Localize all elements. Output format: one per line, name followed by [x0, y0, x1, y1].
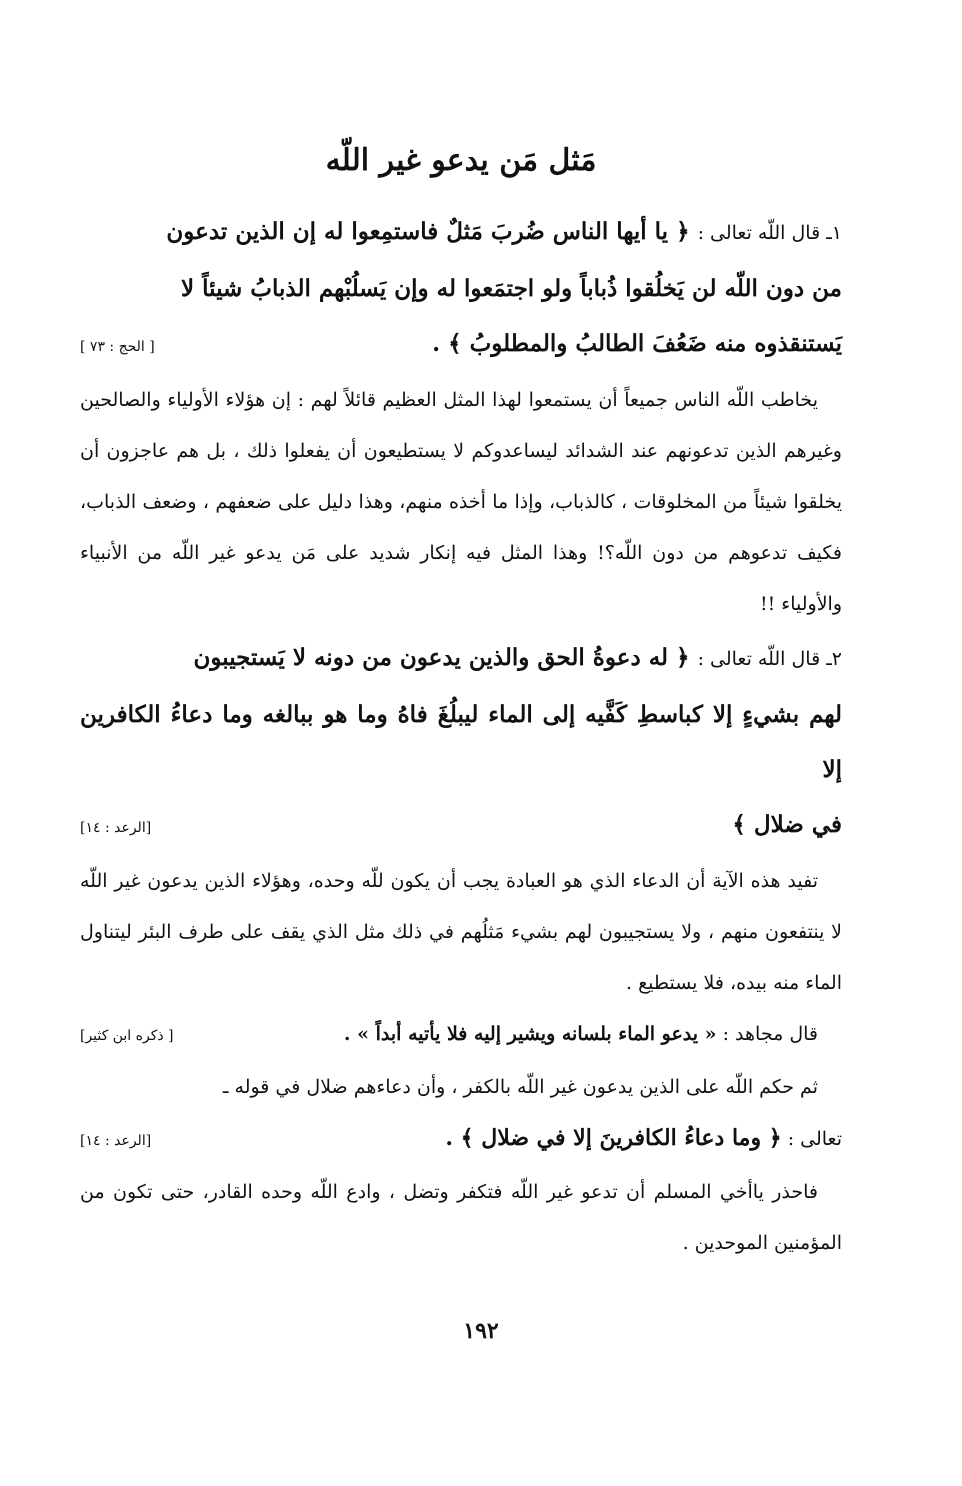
mujahid-intro: قال مجاهد :: [722, 1023, 818, 1045]
ruling-intro: تعالى :: [787, 1128, 842, 1150]
verse-text: ﴿ يا أيها الناس ضُربَ مَثلٌ فاستمِعوا له إن الذين تدعون: [166, 218, 690, 245]
section-1-intro: ١ـ قال اللّه تعالى :: [697, 222, 842, 244]
mujahid-quote: « يدعو الماء بلسانه ويشير إليه فلا يأتيه أبداً » .: [343, 1023, 717, 1045]
verse-text: ﴿ له دعوةُ الحق والذين يدعون من دونه لا يَستجيبون: [193, 644, 690, 671]
verse-line: [80, 204, 842, 261]
page-number: ١٩٢: [463, 1318, 499, 1344]
verse-text: يَستنقذوه منه ضَعُفَ الطالبُ والمطلوبُ ﴾ .: [432, 330, 842, 357]
ruling-statement: [445, 1113, 842, 1165]
section-1-commentary: يخاطب اللّه الناس جميعاً أن يستمعوا لهذا المثل العظيم قائلاً لهم : إن هؤلاء الأولياء والصالحين وغيرهم الذين تدعونهم عند الشدائد ليساعدوكم لا يستطيعون أن يفعلوا ذلك ، بل هم عاجزون أن يخلقوا شيئاً من المخلوقات ، كالذباب، وإذا ما أخذه منهم، وهذا دليل على ضعفهم ، وضعف الذباب، فكيف تدعوهم من دون اللّه؟! وهذا المثل فيه إنكار شديد على مَن يدعو غير اللّه من الأنبياء والأولياء !!: [80, 389, 842, 615]
page-content: [80, 140, 842, 1269]
verse-line: من دون اللّه لن يَخلُقوا ذُباباً ولو اجتمَعوا له وإن يَسلُبْهم الذبابُ شيئاً لا: [181, 275, 842, 302]
section-2-intro: ٢ـ قال اللّه تعالى :: [697, 648, 842, 670]
verse-line: لهم بشيءٍ إلا كباسطِ كَفَّيه إلى الماء ليبلُغَ فاهُ وما هو ببالغه وما دعاءُ الكافرين إلا: [80, 701, 842, 783]
closing-paragraph: فاحذر ياأخي المسلم أن تدعو غير اللّه فتكفر وتضل ، وادع اللّه وحده القادر، حتى تكون من المؤمنين الموحدين .: [80, 1181, 842, 1254]
mujahid-line: [80, 1009, 842, 1062]
ruling-verse: ﴿ وما دعاءُ الكافرينَ إلا في ضلال ﴾ .: [445, 1125, 782, 1151]
quran-reference: [الرعد : ١٤]: [80, 1133, 152, 1149]
verse-text: في ضلال ﴾: [732, 811, 842, 838]
section-2-verse: [80, 630, 842, 856]
ruling-verse-line: [80, 1113, 842, 1167]
ruling-line: ثم حكم اللّه على الذين يدعون غير اللّه بالكفر ، وأن دعاءهم ضلال في قوله ـ: [222, 1076, 818, 1098]
verse-line: [80, 316, 842, 375]
verse-line: [80, 797, 842, 856]
section-2-commentary: تفيد هذه الآية أن الدعاء الذي هو العبادة يجب أن يكون للّه وحده، وهؤلاء الذين يدعون غير اللّه لا ينتفعون منهم ، ولا يستجيبون لهم بشيء مَثلُهم في ذلك مثل الذي يقف على طرف البئر ليتناول الماء منه بيده، فلا يستطيع .: [80, 870, 842, 994]
section-1-verse: [80, 204, 842, 375]
quran-reference: [ الحج : ٧٣ ]: [80, 339, 155, 355]
verse-line: [80, 630, 842, 687]
hadith-reference: [ ذكره ابن كثير]: [80, 1028, 174, 1044]
page-title: مَثل مَن يدعو غير اللّه: [325, 143, 597, 178]
quran-reference: [الرعد : ١٤]: [80, 820, 152, 836]
mujahid-statement: [344, 1009, 842, 1060]
